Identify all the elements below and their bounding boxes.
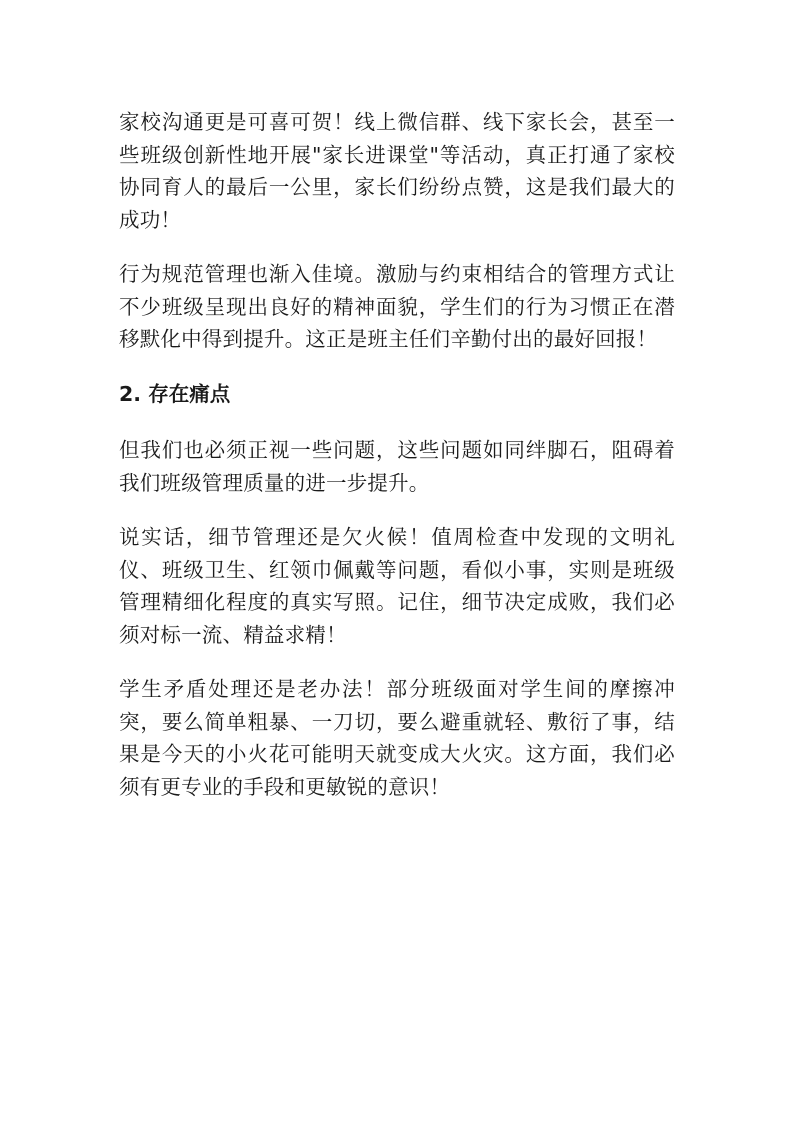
paragraph-home-school-communication: 家校沟通更是可喜可贺！线上微信群、线下家长会，甚至一些班级创新性地开展"家长进课堂"等活动，真正打通了家校协同育人的最后一公里，家长们纷纷点赞，这是我们最大的成功！ [119,110,675,232]
document-body [119,106,675,825]
paragraph-detail-management: 说实话，细节管理还是欠火候！值周检查中发现的文明礼仪、班级卫生、红领巾佩戴等问题，看似小事，实则是班级管理精细化程度的真实写照。记住，细节决定成败，我们必须对标一流、精益求精！ [119,525,675,647]
paragraph-conflict-handling: 学生矛盾处理还是老办法！部分班级面对学生间的摩擦冲突，要么简单粗暴、一刀切，要么避重就轻、敷衍了事，结果是今天的小火花可能明天就变成大火灾。这方面，我们必须有更专业的手段和更敏锐的意识！ [119,677,675,799]
section-heading-pain-points: 2. 存在痛点 [119,381,231,406]
paragraph-problems-intro: 但我们也必须正视一些问题，这些问题如同绊脚石，阻碍着我们班级管理质量的进一步提升。 [119,438,675,495]
paragraph-behavior-management: 行为规范管理也渐入佳境。激励与约束相结合的管理方式让不少班级呈现出良好的精神面貌，学生们的行为习惯正在潜移默化中得到提升。这正是班主任们辛勤付出的最好回报！ [119,262,675,351]
